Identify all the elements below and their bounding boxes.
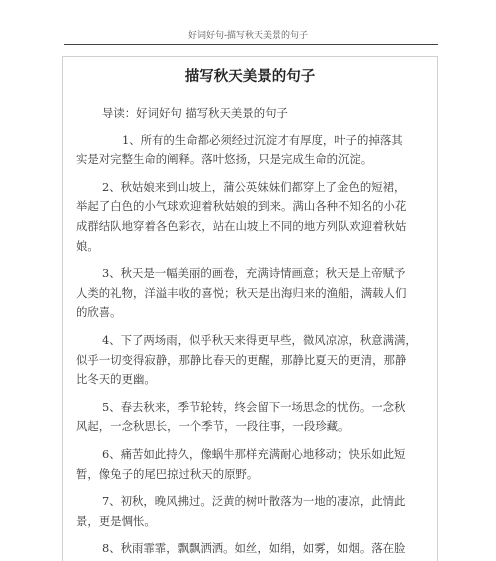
paragraph-6: [76, 445, 426, 484]
paragraph-7: [76, 492, 426, 531]
paragraph-line: 成群结队地穿着各色彩衣，站在山坡上不同的地方列队欢迎着秋姑: [76, 218, 407, 233]
paragraph-4: [76, 331, 426, 390]
paragraph-line: 4、下了两场雨，似乎秋天来得更早些，微风凉凉，秋意满满，: [102, 332, 417, 347]
paragraph-line: 8、秋雨霏霏，飘飘洒洒。如丝，如绢，如雾，如烟。落在脸: [102, 541, 406, 556]
header-rule: [64, 44, 438, 45]
paragraph-line: 暂，像兔子的尾巴掠过秋天的原野。: [76, 466, 259, 481]
paragraph-line: 1、所有的生命都必须经过沉淀才有厚度，叶子的掉落其: [122, 132, 403, 147]
paragraph-2: [76, 178, 426, 256]
paragraph-5: [76, 398, 426, 437]
paragraph-line: 的欣喜。: [76, 305, 122, 320]
paragraph-8: [76, 539, 426, 559]
paragraph-line: 风起，一念秋思长，一个季节，一段往事，一段珍藏。: [76, 419, 350, 434]
paragraph-line: 7、初秋，晚风拂过。泛黄的树叶散落为一地的凄凉，此情此: [102, 494, 406, 509]
page-title: 描写秋天美景的句子: [184, 69, 316, 85]
paragraph-line: 人类的礼物，洋溢丰收的喜悦；秋天是出海归来的渔船，满载人们: [76, 285, 407, 300]
paragraph-line: 娘。: [76, 238, 99, 253]
paragraph-line: 似乎一切变得寂静，那静比春天的更醒，那静比夏天的更清，那静: [76, 352, 407, 367]
running-header-text: 好词好句-描写秋天美景的句子: [187, 31, 309, 41]
paragraph-line: 2、秋姑娘来到山坡上，蒲公英妹妹们都穿上了金色的短裙，: [102, 179, 406, 194]
paragraph-line: 3、秋天是一幅美丽的画卷，充满诗情画意；秋天是上帝赋予: [102, 266, 406, 281]
paragraph-line: 6、痛苦如此持久，像蜗牛那样充满耐心地移动；快乐如此短: [102, 446, 406, 461]
paragraph-1: [76, 131, 426, 170]
paragraph-line: 实是对完整生命的阐释。落叶悠扬，只是完成生命的沉淀。: [76, 152, 373, 167]
intro-text: 导读：好词好句 描写秋天美景的句子: [102, 106, 288, 120]
paragraph-line: 比冬天的更幽。: [76, 372, 156, 387]
paragraph-3: [76, 264, 426, 323]
paragraph-line: 举起了白色的小气球欢迎着秋姑娘的到来。满山各种不知名的小花: [76, 199, 407, 214]
document-body: [76, 104, 426, 561]
running-header: [0, 30, 496, 42]
paragraph-line: 5、春去秋来，季节轮转，终会留下一场思念的忧伤。一念秋: [102, 399, 406, 414]
paragraph-line: 景，更是惆怅。: [76, 513, 156, 528]
